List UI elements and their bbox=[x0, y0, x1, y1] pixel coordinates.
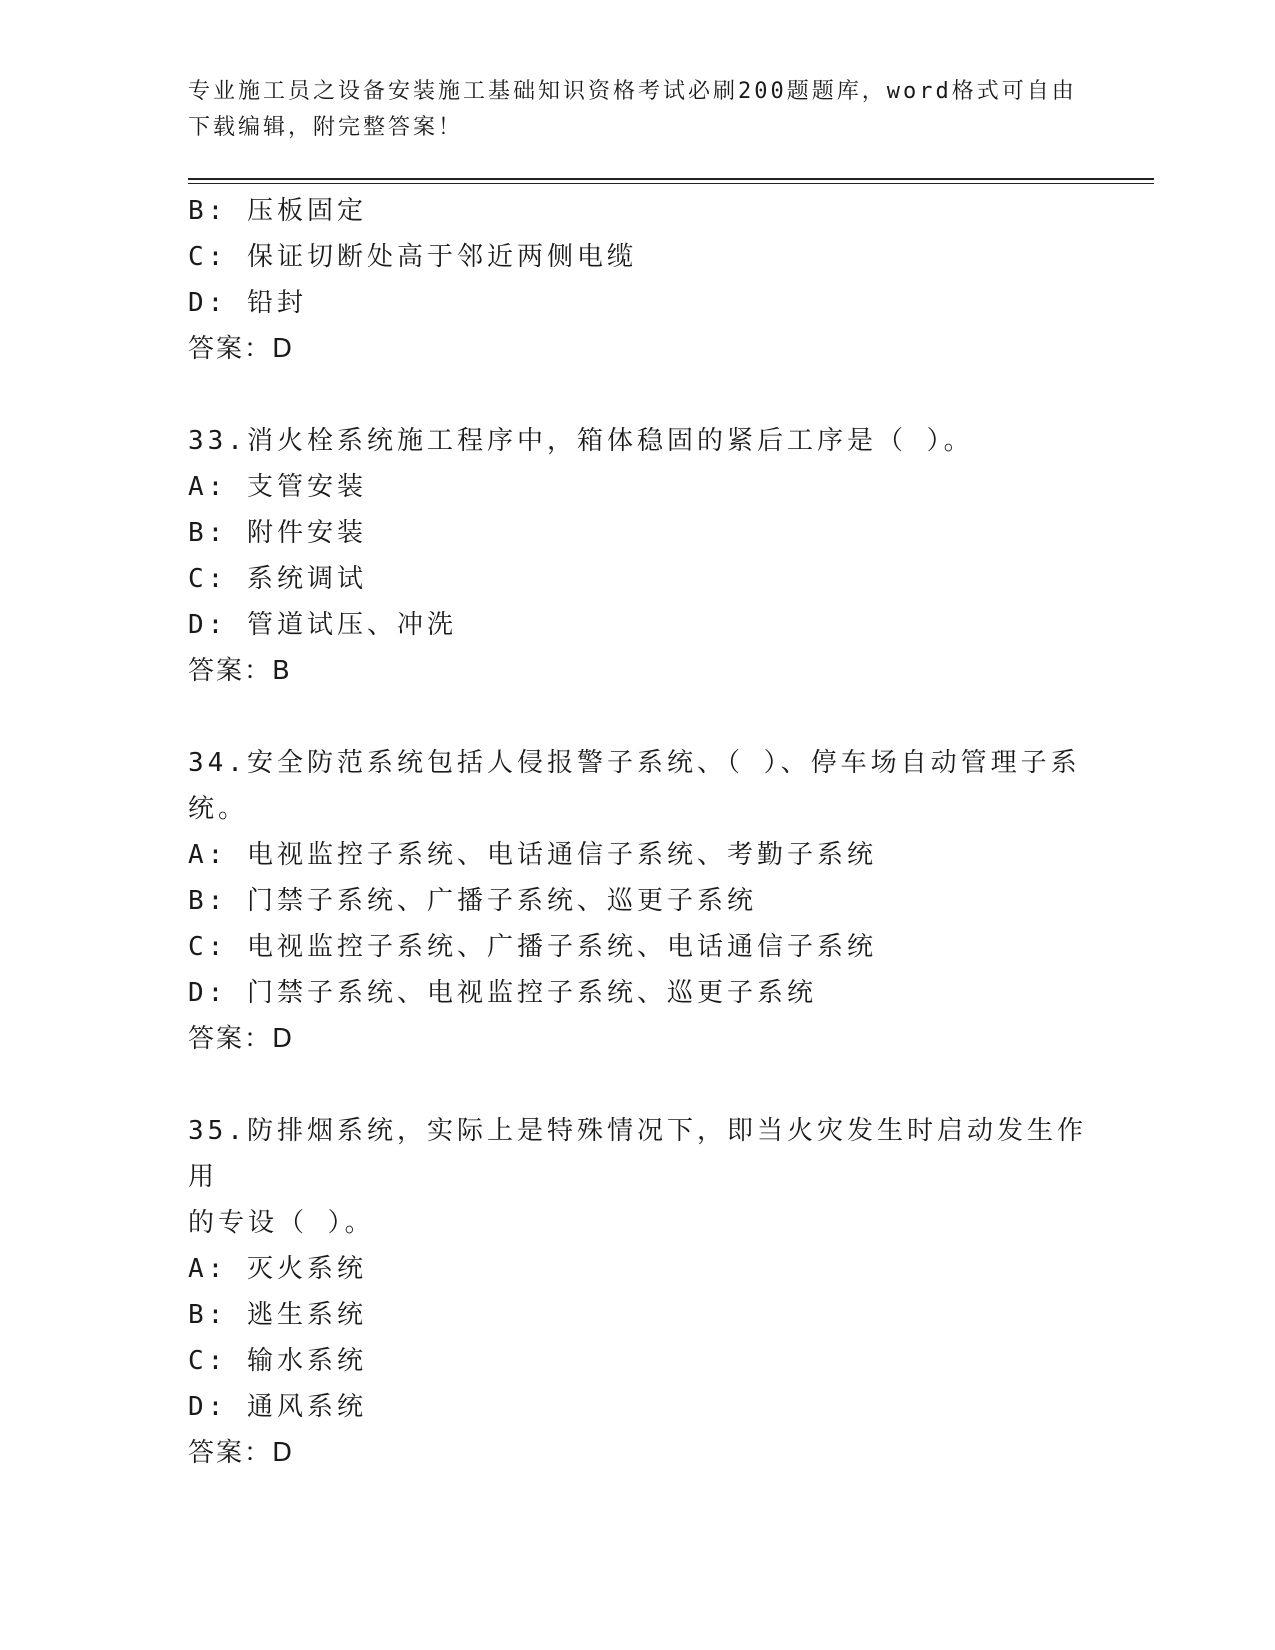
question-stem-line2: 的专设（ ）。 bbox=[188, 1208, 375, 1238]
option-b: B: 门禁子系统、广播子系统、巡更子系统 bbox=[188, 886, 757, 916]
option-c: C: 输水系统 bbox=[188, 1346, 367, 1376]
question-35 bbox=[188, 1108, 1088, 1476]
option-b: B: 压板固定 bbox=[188, 196, 367, 226]
header-title-line2: 下载编辑，附完整答案！ bbox=[188, 115, 464, 140]
question-34 bbox=[188, 740, 1088, 1062]
option-b: B: 逃生系统 bbox=[188, 1300, 367, 1330]
option-a: A: 支管安装 bbox=[188, 472, 367, 502]
option-d: D: 门禁子系统、电视监控子系统、巡更子系统 bbox=[188, 978, 817, 1008]
option-a: A: 灭火系统 bbox=[188, 1254, 367, 1284]
document-header bbox=[188, 74, 1088, 146]
question-32-continued bbox=[188, 188, 1088, 372]
question-stem-line2: 统。 bbox=[188, 794, 249, 824]
answer-line: 答案：D bbox=[188, 1438, 295, 1468]
question-stem: 33.消火栓系统施工程序中，箱体稳固的紧后工序是（ ）。 bbox=[188, 426, 974, 456]
option-b: B: 附件安装 bbox=[188, 518, 367, 548]
question-stem-line1: 35.防排烟系统，实际上是特殊情况下，即当火灾发生时启动发生作用 bbox=[188, 1116, 1087, 1192]
spacer bbox=[188, 372, 1088, 418]
option-d: D: 管道试压、冲洗 bbox=[188, 610, 457, 640]
header-title-line1: 专业施工员之设备安装施工基础知识资格考试必刷200题题库，word格式可自由 bbox=[188, 79, 1077, 104]
option-a: A: 电视监控子系统、电话通信子系统、考勤子系统 bbox=[188, 840, 877, 870]
option-c: C: 电视监控子系统、广播子系统、电话通信子系统 bbox=[188, 932, 877, 962]
question-33 bbox=[188, 418, 1088, 694]
question-list bbox=[188, 188, 1088, 1476]
option-d: D: 铅封 bbox=[188, 288, 307, 318]
option-c: C: 系统调试 bbox=[188, 564, 367, 594]
header-divider bbox=[188, 178, 1154, 184]
answer-line: 答案：B bbox=[188, 656, 292, 686]
answer-line: 答案：D bbox=[188, 1024, 295, 1054]
spacer bbox=[188, 1062, 1088, 1108]
spacer bbox=[188, 694, 1088, 740]
question-stem-line1: 34.安全防范系统包括人侵报警子系统、（ ）、停车场自动管理子系 bbox=[188, 748, 1081, 778]
option-d: D: 通风系统 bbox=[188, 1392, 367, 1422]
option-c: C: 保证切断处高于邻近两侧电缆 bbox=[188, 242, 637, 272]
answer-line: 答案：D bbox=[188, 334, 295, 364]
